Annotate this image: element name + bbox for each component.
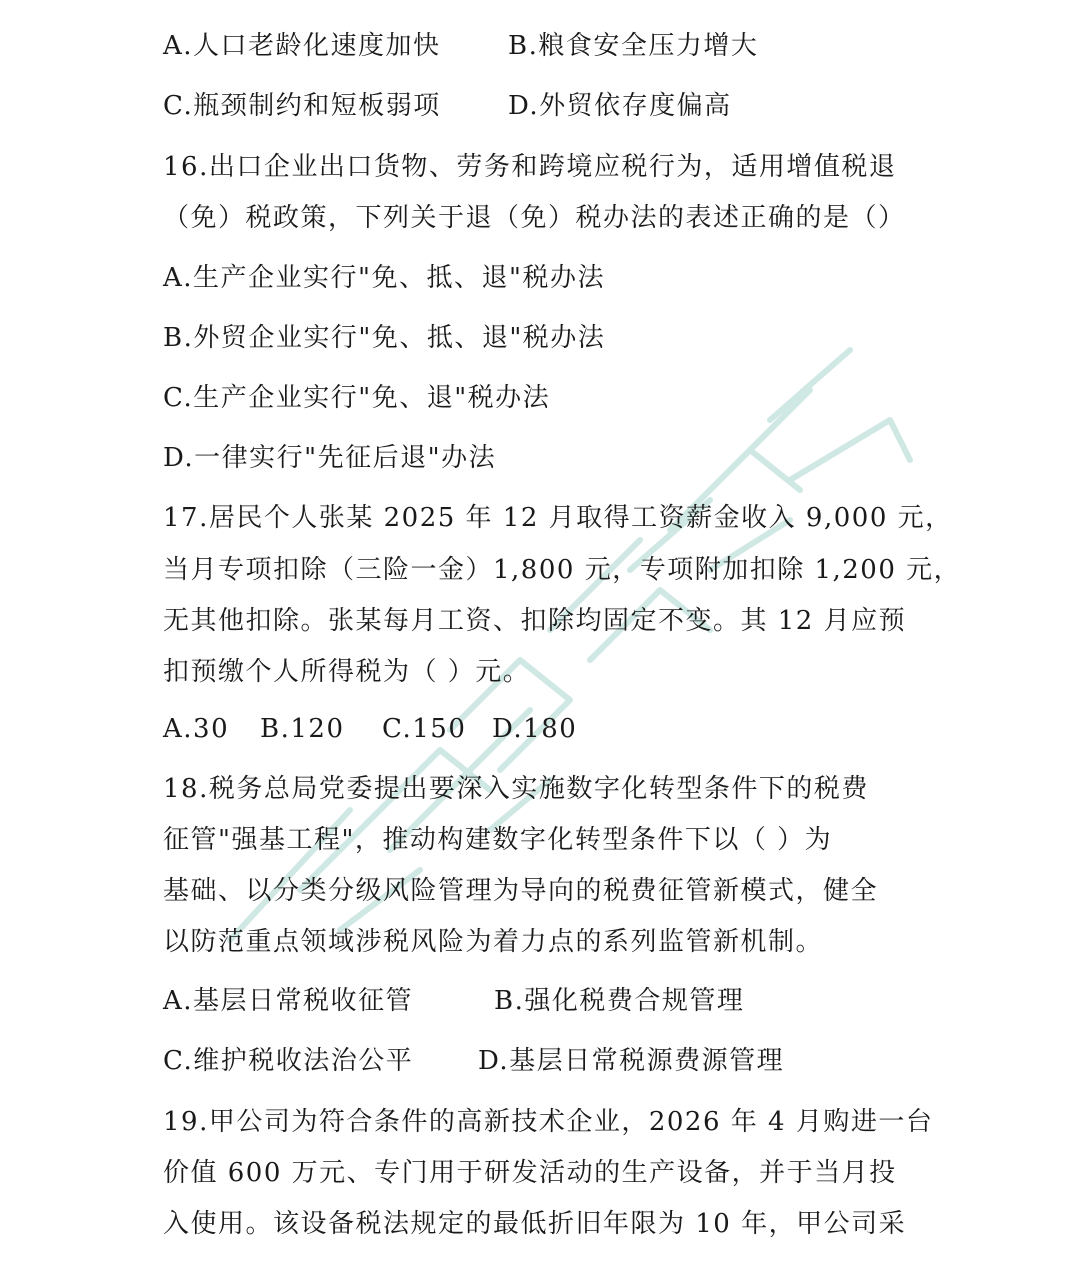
- q19-stem-line2: 价值 600 万元、专门用于研发活动的生产设备，并于当月投: [163, 1158, 897, 1188]
- q17-stem-line4: 扣预缴个人所得税为（ ）元。: [163, 657, 531, 687]
- q18-stem-line4: 以防范重点领域涉税风险为着力点的系列监管新机制。: [163, 927, 824, 957]
- q15-option-a: A.人口老龄化速度加快: [163, 31, 441, 61]
- q16-option-b: B.外贸企业实行"免、抵、退"税办法: [163, 323, 606, 353]
- q18-option-d: D.基层日常税源费源管理: [478, 1046, 785, 1076]
- q15-option-c: C.瓶颈制约和短板弱项: [163, 91, 441, 121]
- q16-stem-line2: （免）税政策，下列关于退（免）税办法的表述正确的是（）: [163, 203, 906, 233]
- q18-option-b: B.强化税费合规管理: [494, 986, 745, 1016]
- q19-stem-line3: 入使用。该设备税法规定的最低折旧年限为 10 年，甲公司采: [163, 1209, 907, 1239]
- q18-option-c: C.维护税收法治公平: [163, 1046, 414, 1076]
- q17-stem-line3: 无其他扣除。张某每月工资、扣除均固定不变。其 12 月应预: [163, 606, 907, 636]
- q18-option-a: A.基层日常税收征管: [163, 986, 414, 1016]
- q19-stem-line1: 19.甲公司为符合条件的高新技术企业，2026 年 4 月购进一台: [163, 1107, 934, 1137]
- q15-option-b: B.粮食安全压力增大: [508, 31, 759, 61]
- q18-stem-line1: 18.税务总局党委提出要深入实施数字化转型条件下的税费: [163, 774, 869, 804]
- q17-stem-line2: 当月专项扣除（三险一金）1,800 元，专项附加扣除 1,200 元，: [163, 555, 962, 585]
- q16-option-d: D.一律实行"先征后退"办法: [163, 443, 497, 473]
- q15-option-d: D.外贸依存度偏高: [508, 91, 732, 121]
- q16-stem-line1: 16.出口企业出口货物、劳务和跨境应税行为，适用增值税退: [163, 152, 897, 182]
- q18-stem-line2: 征管"强基工程"，推动构建数字化转型条件下以（ ）为: [163, 825, 833, 855]
- q17-option-a: A.30: [163, 714, 230, 744]
- q17-option-c: C.150: [382, 714, 467, 744]
- q16-option-a: A.生产企业实行"免、抵、退"税办法: [163, 263, 605, 293]
- q17-option-b: B.120: [260, 714, 345, 744]
- q16-option-c: C.生产企业实行"免、退"税办法: [163, 383, 551, 413]
- q17-option-d: D.180: [492, 714, 578, 744]
- q18-stem-line3: 基础、以分类分级风险管理为导向的税费征管新模式，健全: [163, 876, 879, 906]
- q17-stem-line1: 17.居民个人张某 2025 年 12 月取得工资薪金收入 9,000 元，: [163, 503, 953, 533]
